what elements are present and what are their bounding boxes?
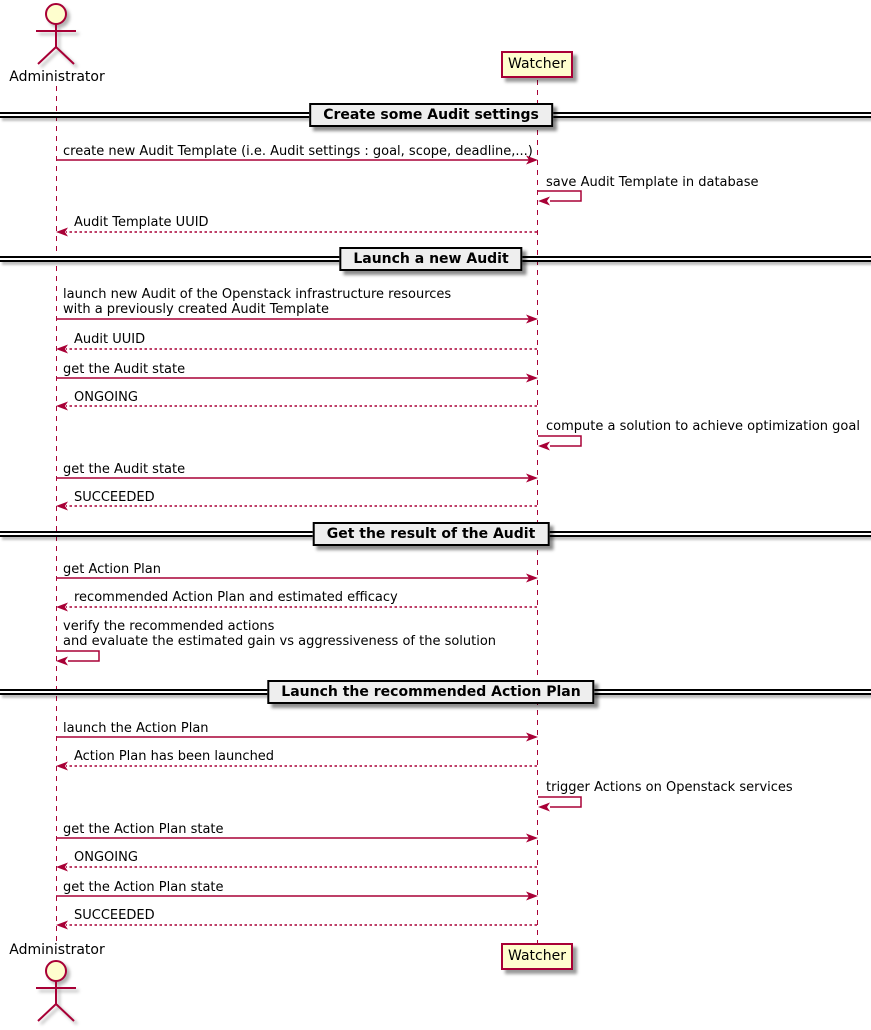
- divider-title: Launch a new Audit: [353, 251, 509, 267]
- actor-administrator-label-top: Administrator: [9, 69, 105, 85]
- message-label: get the Action Plan state: [63, 880, 224, 895]
- message-label: SUCCEEDED: [74, 490, 155, 505]
- message-label: launch new Audit of the Openstack infrastructure resources: [63, 287, 452, 302]
- divider-title: Launch the recommended Action Plan: [281, 684, 581, 700]
- divider-title-box: [313, 522, 550, 546]
- message-label: trigger Actions on Openstack services: [546, 780, 793, 795]
- self-message-arrow: [538, 191, 581, 206]
- message-label: recommended Action Plan and estimated efficacy: [74, 590, 398, 605]
- message-label: verify the recommended actions: [63, 619, 275, 634]
- message-label: get the Audit state: [63, 462, 186, 477]
- message-label: with a previously created Audit Template: [63, 302, 330, 317]
- message-label: and evaluate the estimated gain vs aggressiveness of the solution: [63, 634, 497, 649]
- message-label: SUCCEEDED: [74, 908, 155, 923]
- message-label: Action Plan has been launched: [74, 749, 275, 764]
- message-label: ONGOING: [74, 850, 138, 865]
- self-message-arrow: [538, 436, 581, 451]
- actor-administrator-label-bottom: Administrator: [9, 942, 105, 958]
- message-label: Audit Template UUID: [74, 215, 209, 230]
- participant-watcher-top: Watcher: [501, 51, 573, 78]
- divider-title-box: [339, 247, 522, 271]
- message-label: Audit UUID: [74, 332, 146, 347]
- message-label: ONGOING: [74, 390, 138, 405]
- message-label: get the Audit state: [63, 362, 186, 377]
- message-label: get the Action Plan state: [63, 822, 224, 837]
- message-label: save Audit Template in database: [546, 175, 759, 190]
- divider-title: Create some Audit settings: [323, 107, 539, 123]
- self-message-arrow: [538, 797, 581, 812]
- administrator-actor-icon: [36, 4, 76, 64]
- message-label: get Action Plan: [63, 562, 161, 577]
- divider-title-box: [267, 680, 594, 704]
- message-label: compute a solution to achieve optimization goal: [546, 419, 860, 434]
- participant-watcher-bottom: Watcher: [501, 943, 573, 970]
- administrator-actor-icon-bottom: [36, 961, 76, 1021]
- divider-title: Get the result of the Audit: [326, 526, 536, 542]
- message-label: create new Audit Template (i.e. Audit settings : goal, scope, deadline,...): [63, 144, 533, 159]
- message-label: launch the Action Plan: [63, 721, 209, 736]
- self-message-arrow: [56, 651, 99, 666]
- divider-title-box: [309, 103, 553, 127]
